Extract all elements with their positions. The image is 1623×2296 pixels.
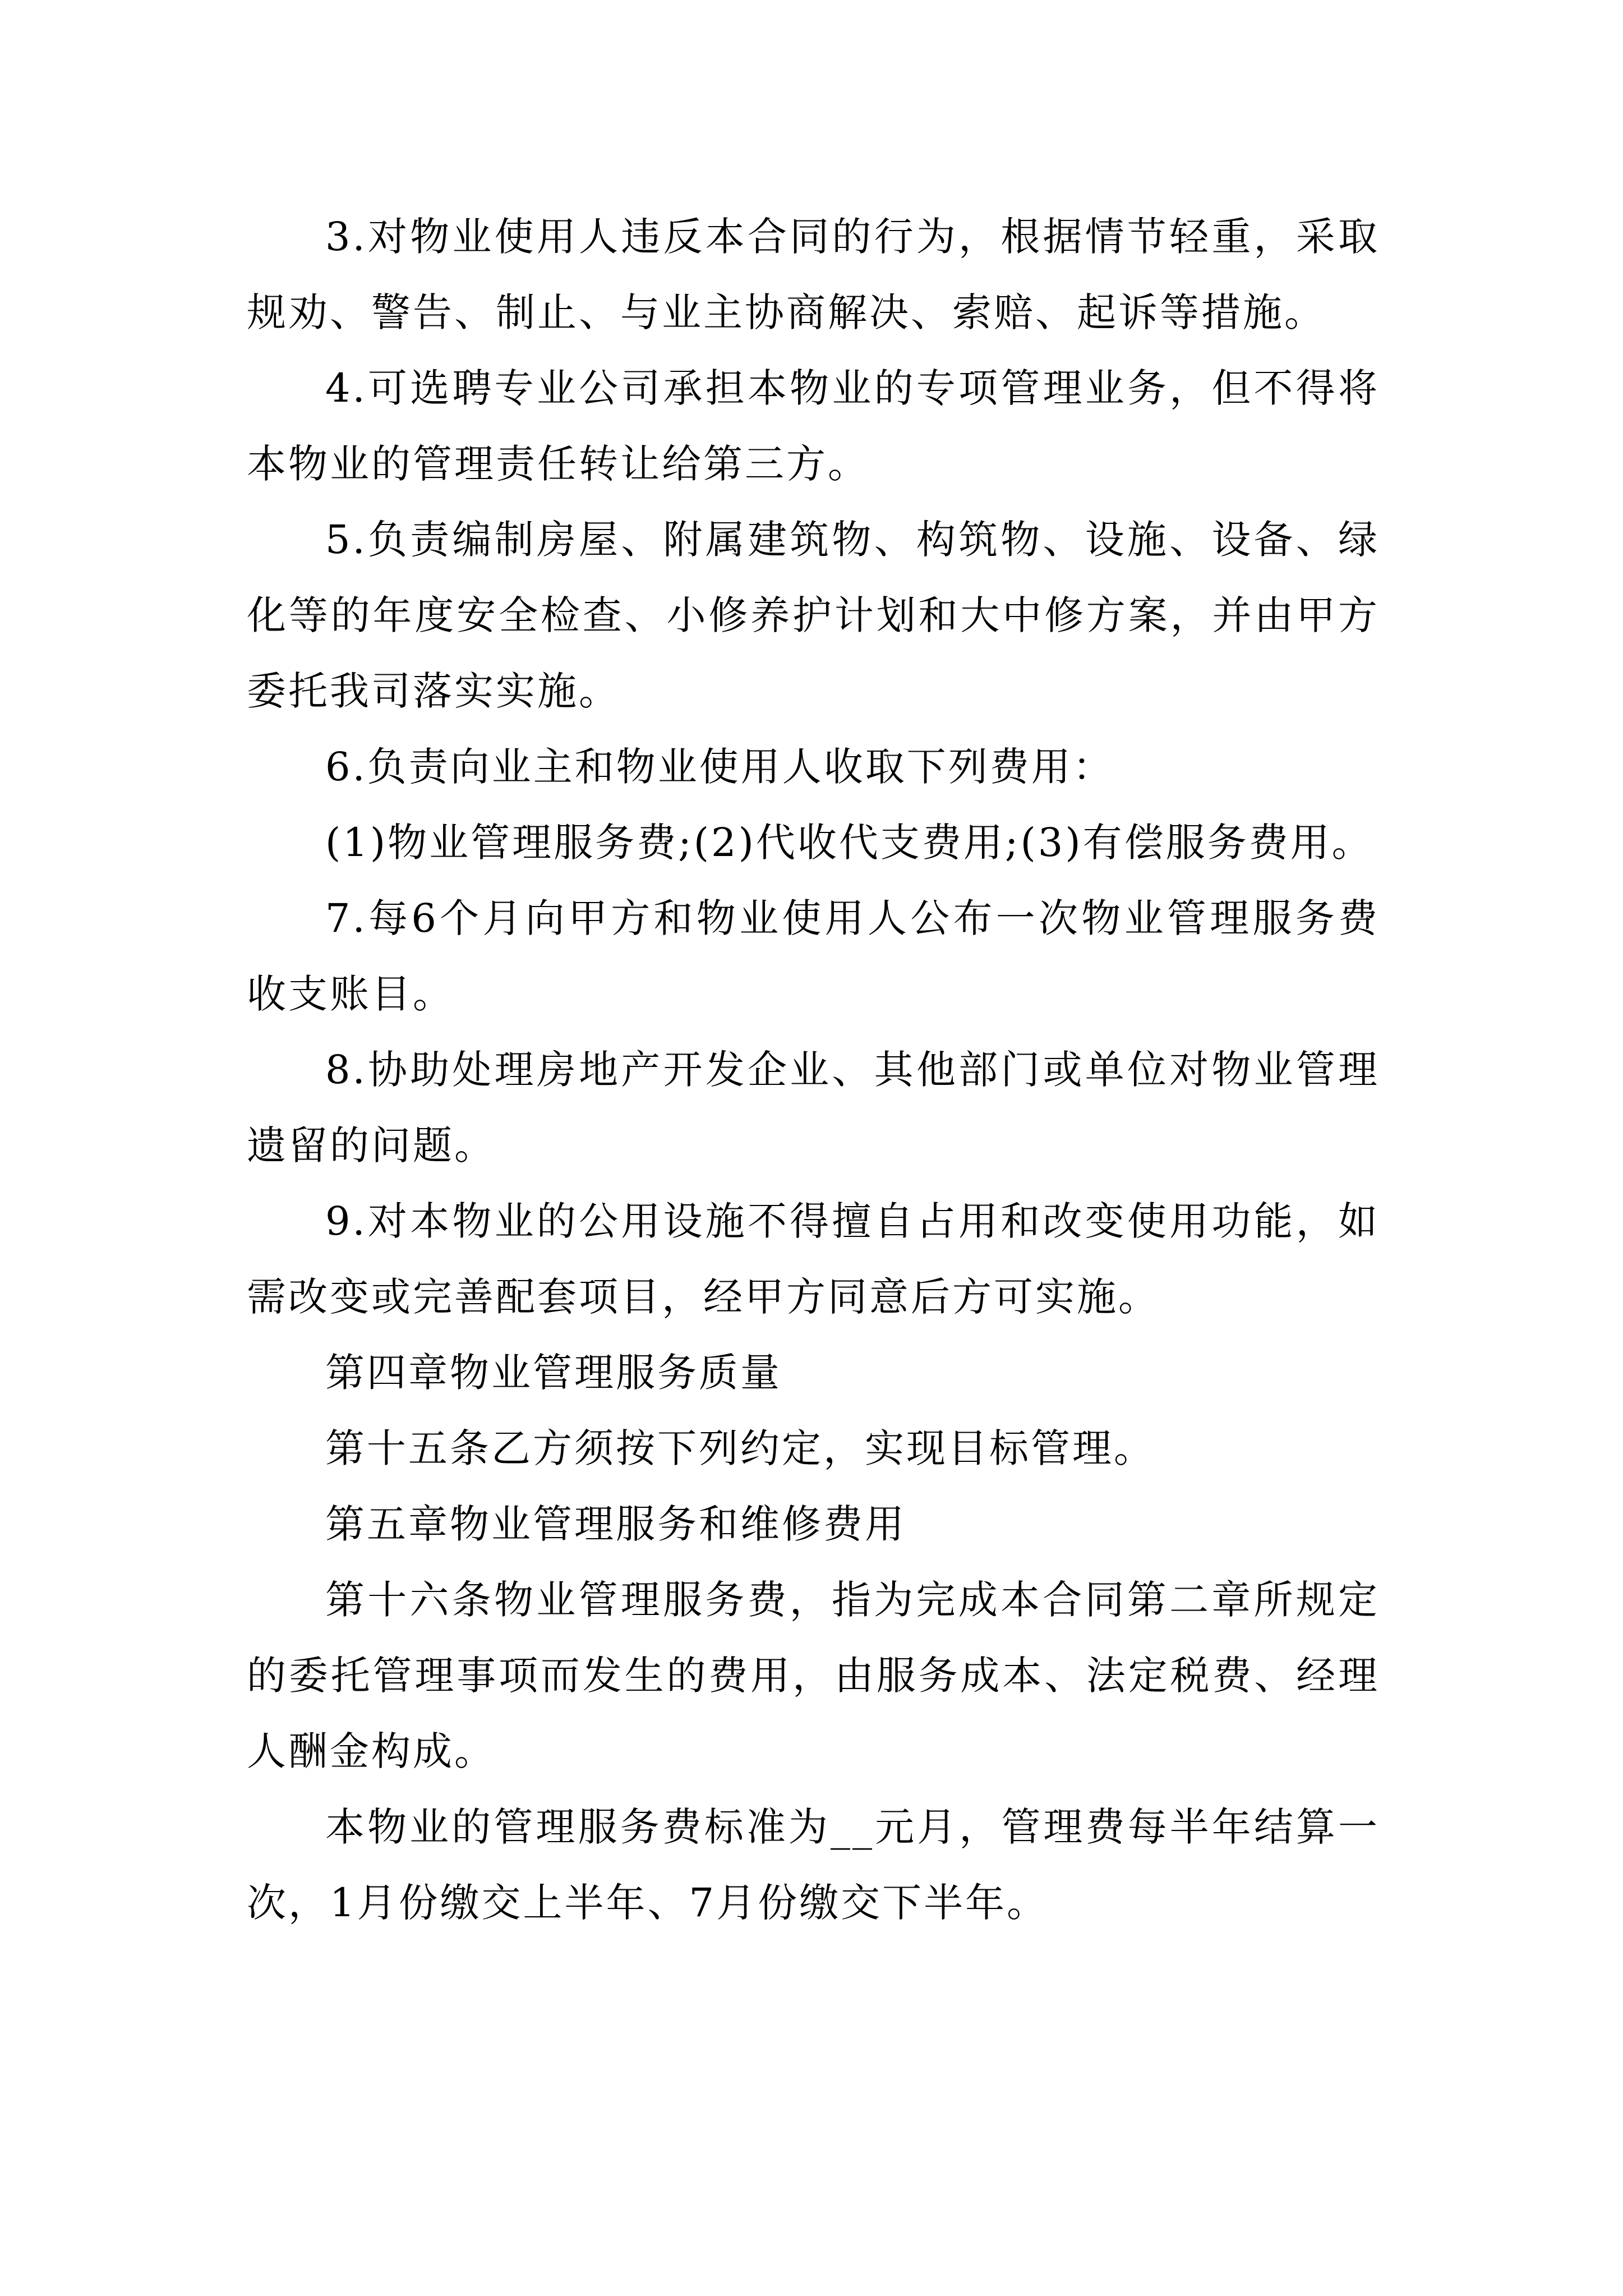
chapter-4-heading: 第四章物业管理服务质量 [325,1350,782,1396]
article-16: 第十六条物业管理服务费，指为完成本合同第二章所规定的委托管理事项而发生的费用，由服务成本、法定税费、经理人酬金构成。 [247,1577,1380,1774]
paragraph-fee-standard: 本物业的管理服务费标准为__元月，管理费每半年结算一次，1月份缴交上半年、7月份缴交下半年。 [247,1804,1380,1926]
paragraph-clause-3: 3.对物业使用人违反本合同的行为，根据情节轻重，采取规劝、警告、制止、与业主协商解决、索赔、起诉等措施。 [247,214,1380,335]
article-15: 第十五条乙方须按下列约定，实现目标管理。 [325,1425,1155,1471]
paragraph-clause-4: 4.可选聘专业公司承担本物业的专项管理业务，但不得将本物业的管理责任转让给第三方。 [247,365,1380,487]
document-body [247,199,1380,1941]
paragraph-clause-6: 6.负责向业主和物业使用人收取下列费用： [325,744,1114,790]
paragraph-clause-7: 7.每6个月向甲方和物业使用人公布一次物业管理服务费收支账目。 [247,895,1380,1017]
paragraph-clause-8: 8.协助处理房地产开发企业、其他部门或单位对物业管理遗留的问题。 [247,1047,1380,1168]
paragraph-clause-9: 9.对本物业的公用设施不得擅自占用和改变使用功能，如需改变或完善配套项目，经甲方同意后方可实施。 [247,1198,1380,1320]
chapter-5-heading: 第五章物业管理服务和维修费用 [325,1501,906,1547]
paragraph-fee-list: (1)物业管理服务费;(2)代收代支费用;(3)有偿服务费用。 [325,820,1373,866]
paragraph-clause-5: 5.负责编制房屋、附属建筑物、构筑物、设施、设备、绿化等的年度安全检查、小修养护计划和大中修方案，并由甲方委托我司落实实施。 [247,517,1380,714]
